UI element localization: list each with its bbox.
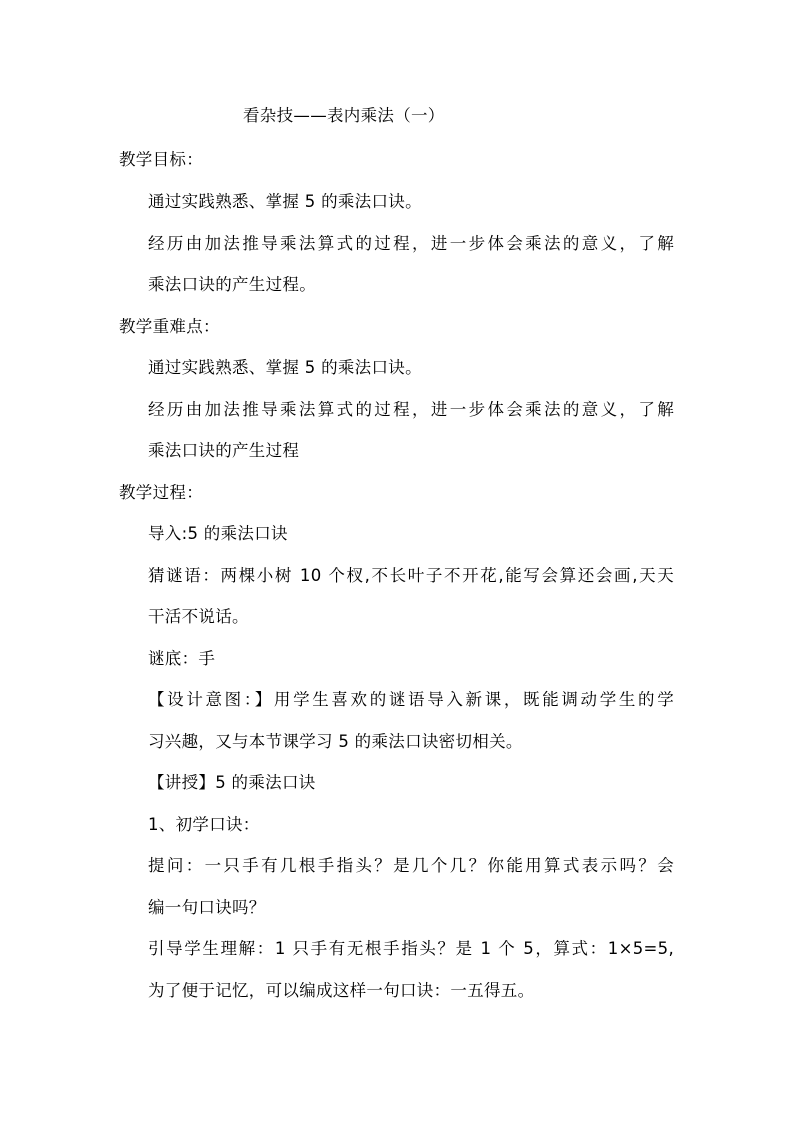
paragraph-line: 习兴趣，又与本节课学习 5 的乘法口诀密切相关。 [148,732,523,751]
section-heading-process: 教学过程： [119,483,203,502]
paragraph-line: 通过实践熟悉、掌握 5 的乘法口诀。 [148,358,422,377]
paragraph-line: 经历由加法推导乘法算式的过程，进一步体会乘法的意义，了解 [148,234,674,253]
paragraph-line: 经历由加法推导乘法算式的过程，进一步体会乘法的意义，了解 [148,400,674,419]
paragraph-line: 猜谜语：两棵小树 10 个杈,不长叶子不开花,能写会算还会画,天天 [148,566,674,585]
paragraph-line: 编一句口诀吗？ [148,898,266,917]
section-heading-key-points: 教学重难点： [119,317,220,336]
paragraph-line: 1、初学口诀： [148,815,260,834]
paragraph-line: 为了便于记忆，可以编成这样一句口诀：一五得五。 [148,981,535,1000]
paragraph-line: 导入:5 的乘法口诀 [148,524,288,543]
paragraph-line: 通过实践熟悉、掌握 5 的乘法口诀。 [148,192,422,211]
section-heading-objectives: 教学目标： [119,150,203,169]
paragraph-line: 【讲授】5 的乘法口诀 [148,773,316,792]
paragraph-line: 【设计意图：】用学生喜欢的谜语导入新课，既能调动学生的学 [148,690,674,709]
paragraph-line: 引导学生理解：1 只手有无根手指头？是 1 个 5，算式：1×5=5, [148,939,674,958]
document-title: 看杂技——表内乘法（一） [243,106,445,125]
paragraph-line: 乘法口诀的产生过程 [148,441,300,460]
paragraph-line: 乘法口诀的产生过程。 [148,275,316,294]
paragraph-line: 提问：一只手有几根手指头？是几个几？你能用算式表示吗？会 [148,856,674,875]
paragraph-line: 谜底：手 [148,649,216,668]
paragraph-line: 干活不说话。 [148,607,249,626]
